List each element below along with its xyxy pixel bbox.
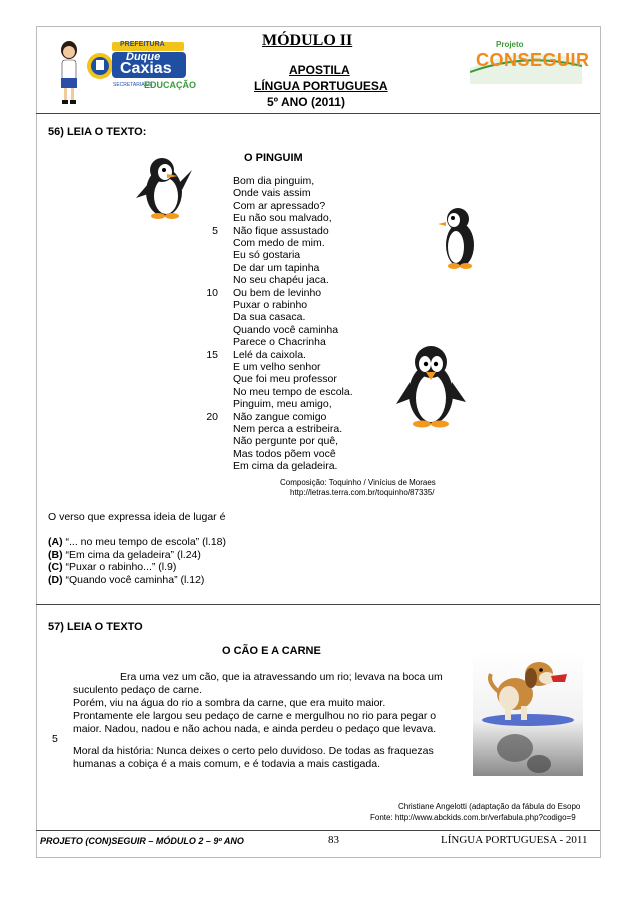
subject-title: LÍNGUA PORTUGUESA xyxy=(254,79,388,93)
poem-credit: Composição: Toquinho / Vinícius de Moraes xyxy=(280,478,436,487)
penguin-illustration-3 xyxy=(394,342,468,428)
poem-line: Com ar apressado? xyxy=(233,199,326,212)
option-text: “... no meu tempo de escola” (l.18) xyxy=(65,536,226,548)
fable-credit: Christiane Angelotti (adaptação da fábula do Esopo xyxy=(398,802,581,811)
fable-title: O CÃO E A CARNE xyxy=(222,645,321,657)
conseguir-brand-text: CONSEGUIR xyxy=(476,50,590,70)
penguin-illustration-2 xyxy=(438,205,482,269)
logo-duque-text: Duque xyxy=(126,51,161,63)
question-56-heading: 56) LEIA O TEXTO: xyxy=(48,126,147,138)
fable-line: suculento pedaço de carne. xyxy=(73,684,203,696)
question-57-heading: 57) LEIA O TEXTO xyxy=(48,621,143,633)
dog-illustration xyxy=(473,652,583,776)
poem-line-number: 15 xyxy=(206,348,218,361)
option-letter: (B) xyxy=(48,548,63,561)
option-a xyxy=(48,536,226,549)
option-letter: (D) xyxy=(48,573,63,586)
poem-url: http://letras.terra.com.br/toquinho/87335/ xyxy=(290,488,435,497)
poem-line: Quando você caminha xyxy=(233,323,339,336)
header-girl-figure xyxy=(56,40,82,106)
fable-line-number: 5 xyxy=(52,733,58,745)
poem-line: Nem perca a estribeira. xyxy=(233,423,343,435)
poem-line: Onde vais assim xyxy=(233,187,311,200)
poem-line: No seu chapéu jaca. xyxy=(233,274,329,287)
poem-line-number: 10 xyxy=(206,286,218,299)
option-text: “Quando você caminha” (l.12) xyxy=(65,573,205,586)
option-c xyxy=(48,561,176,574)
apostila-title: APOSTILA xyxy=(289,63,350,77)
conseguir-projeto-text: Projeto xyxy=(496,40,524,49)
footer-left: PROJETO (CON)SEGUIR – MÓDULO 2 – 9º ANO xyxy=(40,836,244,846)
logo-secretaria-text: SECRETARIA DE xyxy=(113,82,153,88)
prefeitura-logo xyxy=(86,38,197,94)
poem-line: Não zangue comigo xyxy=(233,410,327,423)
question-56-prompt: O verso que expressa ideia de lugar é xyxy=(48,511,226,523)
poem-line: Que foi meu professor xyxy=(233,373,337,386)
poem-line: De dar um tapinha xyxy=(233,261,320,274)
poem-line-number: 5 xyxy=(212,224,218,237)
poem-line: No meu tempo de escola. xyxy=(233,385,353,398)
option-letter: (A) xyxy=(48,536,63,548)
poem-line: Em cima da geladeira. xyxy=(233,460,338,473)
section-divider xyxy=(36,604,600,605)
option-text: “Em cima da geladeira” (l.24) xyxy=(65,548,201,561)
poem-line: Mas todos põem você xyxy=(233,447,336,460)
page-number: 83 xyxy=(328,834,339,846)
poem-line: Não pergunte por quê, xyxy=(233,435,339,448)
header-divider xyxy=(36,113,600,114)
option-d xyxy=(48,574,204,587)
footer-right: LÍNGUA PORTUGUESA - 2011 xyxy=(441,834,588,846)
footer-divider xyxy=(36,830,600,831)
option-b xyxy=(48,549,201,562)
option-text: “Puxar o rabinho...” (l.9) xyxy=(65,561,177,574)
poem-line: Eu só gostaria xyxy=(233,249,301,262)
fable-line: maior. Nadou, nadou e não achou nada, e ainda perdeu o pedaço que levava. xyxy=(73,723,437,735)
poem-line: Pinguim, meu amigo, xyxy=(233,398,332,411)
logo-educacao-text: EDUCAÇÃO xyxy=(144,80,197,90)
module-title: MÓDULO II xyxy=(262,32,353,49)
poem-line: Parece o Chacrinha xyxy=(233,336,326,349)
logo-prefeitura-text: PREFEITURA xyxy=(120,41,165,48)
logo-caxias-text: Caxias xyxy=(120,60,172,77)
poem-line: Com medo de mim. xyxy=(233,237,325,249)
penguin-illustration-1 xyxy=(134,154,194,220)
fable-source: Fonte: http://www.abckids.com.br/verfabula.php?codigo=9 xyxy=(370,813,576,822)
poem-line: Puxar o rabinho xyxy=(233,299,308,311)
poem-line: Não fique assustado xyxy=(233,224,329,237)
fable-line: Era uma vez um cão, que ia atravessando um rio; levava na boca um xyxy=(120,671,443,683)
option-letter: (C) xyxy=(48,561,63,574)
poem-line: Da sua casaca. xyxy=(233,311,306,324)
poem-title: O PINGUIM xyxy=(244,152,303,164)
fable-line: Prontamente ele largou seu pedaço de carne e mergulhou no rio para pegar o xyxy=(73,710,437,722)
poem-line: Bom dia pinguim, xyxy=(233,175,315,187)
poem-line: Lelé da caixola. xyxy=(233,348,306,361)
conseguir-logo xyxy=(470,38,590,86)
poem-line: Ou bem de levinho xyxy=(233,286,322,299)
poem-line: E um velho senhor xyxy=(233,361,321,373)
fable-line: humanas a cobiça é a mais comum, e é todavia a mais castigada. xyxy=(73,758,380,770)
fable-line: Moral da história: Nunca deixes o certo pelo duvidoso. De todas as fraquezas xyxy=(73,745,434,757)
fable-line: Porém, viu na água do rio a sombra da carne, que era muito maior. xyxy=(73,697,386,709)
grade-title: 5º ANO (2011) xyxy=(267,95,345,109)
poem-line: Eu não sou malvado, xyxy=(233,212,332,225)
poem-line-number: 20 xyxy=(206,410,218,423)
